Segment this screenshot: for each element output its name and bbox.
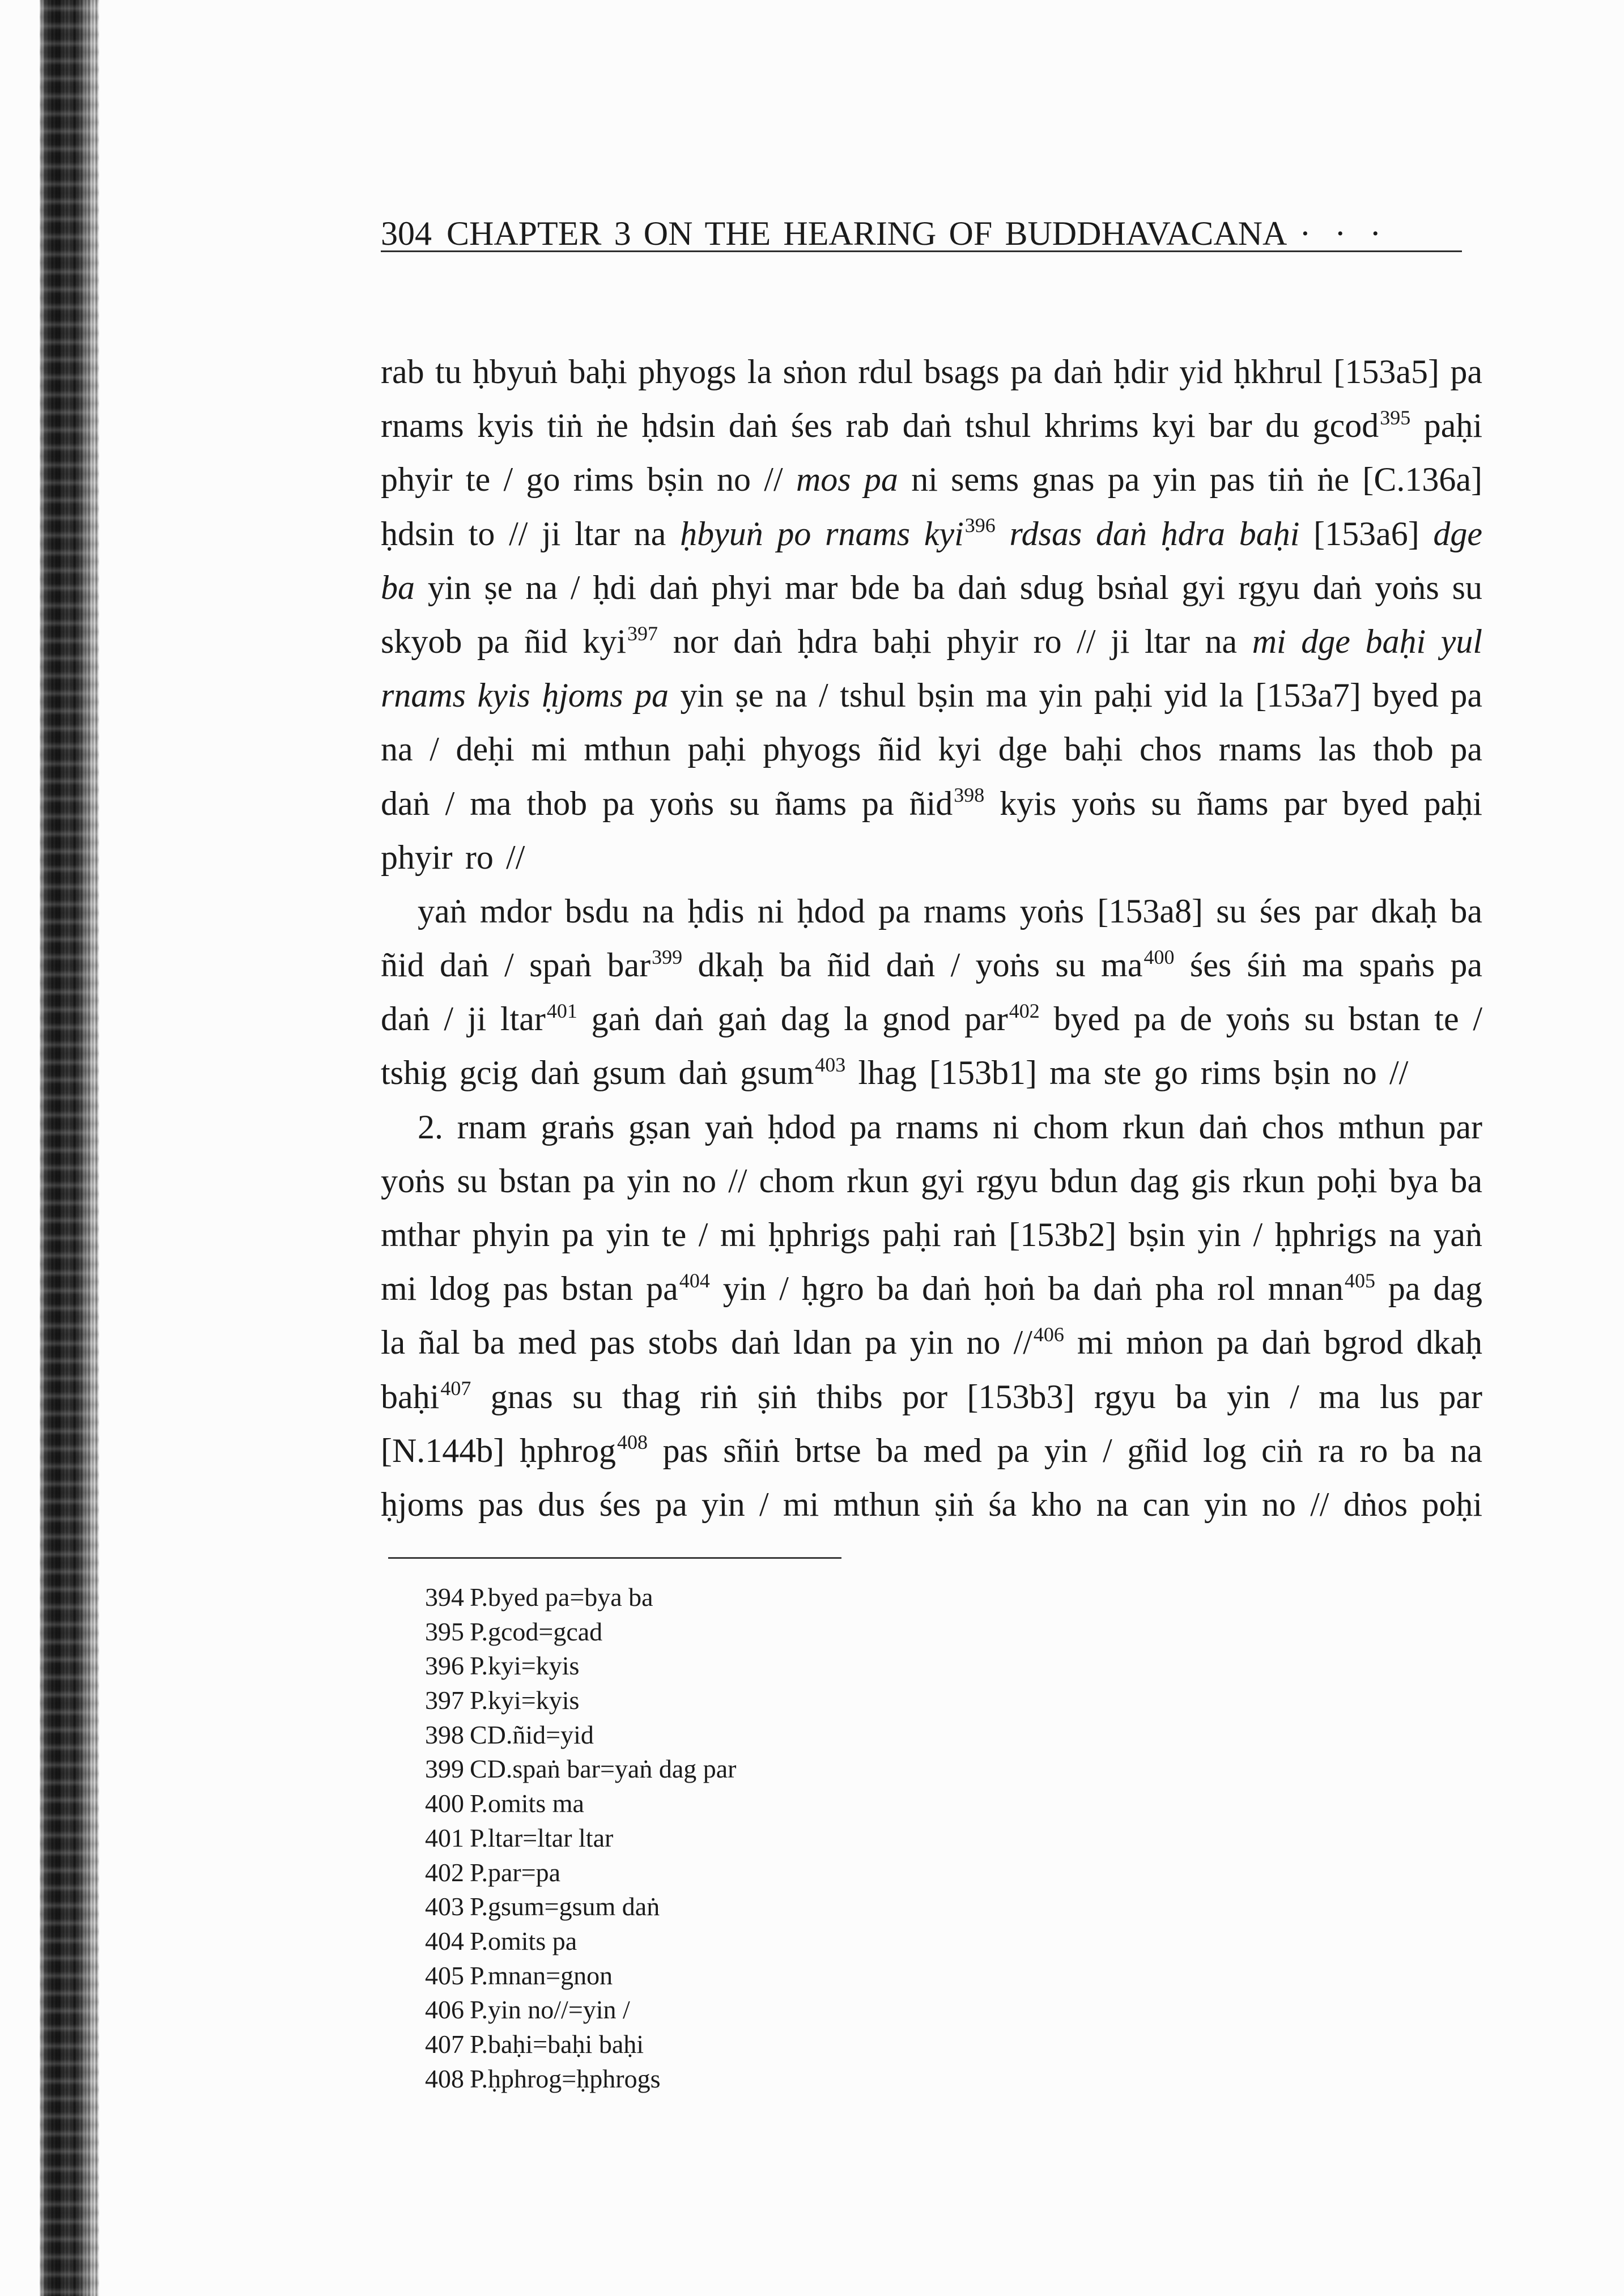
footnote-text: P.kyi=kyis — [470, 1651, 580, 1681]
scan-binding-noise — [40, 0, 99, 2296]
footnote-reference: 395 — [1380, 406, 1411, 429]
body-line — [381, 345, 1482, 399]
body-line — [381, 1370, 1482, 1424]
text-run: 2. rnam graṅs gṣan yaṅ ḥdod pa rnams ni chom rkun daṅ chos mthun par — [418, 1108, 1482, 1146]
footnote-number: 405 — [425, 1961, 464, 1990]
footnote — [425, 1615, 1218, 1649]
body-line — [381, 615, 1482, 669]
footnote-reference: 405 — [1344, 1269, 1375, 1292]
text-run: gnas su thag riṅ ṣiṅ thibs por [153b3] rgyu ba yin / ma lus par — [471, 1377, 1482, 1415]
footnote-reference: 396 — [964, 514, 996, 537]
footnote — [425, 1959, 1218, 1993]
footnote — [425, 1890, 1218, 1924]
italic-text: mi dge baḥi yul — [1252, 622, 1482, 660]
footnote-number: 401 — [425, 1823, 464, 1852]
italic-text: rdsas daṅ ḥdra baḥi — [1009, 515, 1300, 552]
text-run: na / deḥi mi mthun paḥi phyogs ñid kyi dge baḥi chos rnams las thob pa — [381, 730, 1482, 768]
text-run: daṅ / ma thob pa yoṅs su ñams pa ñid — [381, 784, 953, 822]
footnote-reference: 403 — [815, 1053, 846, 1077]
italic-text: dge — [1433, 515, 1483, 552]
text-run: pas sñiṅ brtse ba med pa yin / gñid log ciṅ ra ro ba na — [647, 1431, 1482, 1469]
text-run: mthar phyin pa yin te / mi ḥphrigs paḥi raṅ [153b2] bṣin yin / ḥphrigs na yaṅ — [381, 1216, 1482, 1253]
text-run: gaṅ daṅ gaṅ dag la gnod par — [577, 1000, 1008, 1038]
header-ellipsis: · · · — [1299, 215, 1381, 252]
text-run — [996, 515, 1010, 552]
footnote — [425, 1649, 1218, 1683]
footnote-number: 404 — [425, 1926, 464, 1955]
footnote-text: P.kyi=kyis — [470, 1686, 580, 1715]
text-run: skyob pa ñid kyi — [381, 622, 627, 660]
body-line — [381, 399, 1482, 453]
text-run: ḥdsin to // ji ltar na — [381, 515, 681, 552]
text-run: lhag [153b1] ma ste go rims bṣin no // — [845, 1054, 1409, 1092]
footnote-reference: 407 — [440, 1377, 471, 1400]
footnote-reference: 397 — [627, 622, 658, 645]
text-run: yin ṣe na / tshul bṣin ma yin paḥi yid la [153a7] byed pa — [669, 677, 1482, 715]
body-line — [381, 831, 1482, 885]
footnote — [425, 1752, 1218, 1787]
page-number: 304 — [381, 215, 432, 252]
footnote-text: P.omits pa — [470, 1926, 577, 1955]
text-run: śes śiṅ ma spaṅs pa — [1174, 946, 1482, 984]
footnotes — [425, 1580, 1218, 2096]
footnote — [425, 1718, 1218, 1753]
body-line — [381, 1046, 1482, 1100]
footnote — [425, 2027, 1218, 2062]
italic-text: mos pa — [796, 461, 898, 499]
footnote-text: P.gsum=gsum daṅ — [470, 1892, 660, 1921]
footnote-number: 403 — [425, 1892, 464, 1921]
footnote-text: P.omits ma — [470, 1789, 584, 1818]
body-line — [381, 507, 1482, 561]
text-run: paḥi — [1410, 407, 1482, 445]
footnote-reference: 400 — [1143, 945, 1175, 968]
footnote-reference: 402 — [1009, 999, 1040, 1022]
text-run: phyir ro // — [381, 838, 525, 876]
text-run: yoṅs su bstan pa yin no // chom rkun gyi rgyu bdun dag gis rkun poḥi bya ba — [381, 1162, 1482, 1200]
body-line — [381, 722, 1482, 776]
text-run: la ñal ba med pas stobs daṅ ldan pa yin no // — [381, 1324, 1032, 1362]
footnote-number: 399 — [425, 1754, 464, 1784]
footnote-number: 394 — [425, 1583, 464, 1612]
body-line — [381, 777, 1482, 831]
text-run: daṅ / ji ltar — [381, 1000, 546, 1038]
footnote — [425, 1924, 1218, 1959]
text-run: byed pa de yoṅs su bstan te / — [1039, 1000, 1483, 1038]
text-run: nor daṅ ḥdra baḥi phyir ro // ji ltar na — [658, 622, 1252, 660]
text-run: kyis yoṅs su ñams par byed paḥi — [984, 784, 1482, 822]
footnote-text: P.yin no//=yin / — [470, 1995, 630, 2025]
footnote-number: 408 — [425, 2064, 464, 2093]
italic-text: ba — [381, 568, 415, 606]
footnote — [425, 1683, 1218, 1718]
text-run: [153a6] — [1299, 515, 1434, 552]
italic-text: ḥbyuṅ po rnams kyi — [680, 515, 964, 552]
italic-text: rnams kyis ḥjoms pa — [381, 677, 669, 715]
footnote-number: 398 — [425, 1720, 464, 1749]
running-header — [381, 216, 1462, 252]
footnote-text: P.mnan=gnon — [470, 1961, 613, 1990]
text-run: mi mṅon pa daṅ bgrod dkaḥ — [1064, 1324, 1482, 1362]
body-line — [381, 1100, 1482, 1154]
text-run: ḥjoms pas dus śes pa yin / mi mthun ṣiṅ śa kho na can yin no // dṅos poḥi — [381, 1485, 1482, 1523]
footnote-number: 400 — [425, 1789, 464, 1818]
footnote-text: P.ltar=ltar ltar — [470, 1823, 614, 1852]
footnote-reference: 398 — [954, 784, 985, 807]
body-line — [381, 561, 1482, 615]
body-line — [381, 669, 1482, 722]
running-title: CHAPTER 3 ON THE HEARING OF BUDDHAVACANA — [447, 215, 1287, 252]
body-line — [381, 938, 1482, 992]
footnote-number: 395 — [425, 1617, 464, 1646]
body-line — [381, 1208, 1482, 1262]
footnote-reference: 406 — [1033, 1323, 1064, 1346]
footnote-text: P.par=pa — [470, 1857, 561, 1887]
footnote-text: CD.spaṅ bar=yaṅ dag par — [470, 1754, 737, 1784]
footnote-number: 397 — [425, 1686, 464, 1715]
footnote-reference: 408 — [617, 1431, 648, 1454]
text-run: phyir te / go rims bṣin no // — [381, 461, 796, 499]
footnote-text: P.byed pa=bya ba — [470, 1583, 653, 1612]
footnote-number: 402 — [425, 1857, 464, 1887]
footnote-text: P.ḥphrog=ḥphrogs — [470, 2064, 661, 2093]
footnote-text: CD.ñid=yid — [470, 1720, 594, 1749]
text-run: yin ṣe na / ḥdi daṅ phyi mar bde ba daṅ sdug bsṅal gyi rgyu daṅ yoṅs su — [415, 568, 1482, 606]
body-line — [381, 1316, 1482, 1370]
footnote-number: 406 — [425, 1995, 464, 2025]
footnote — [425, 1856, 1218, 1890]
text-run: rnams kyis tiṅ ṅe ḥdsin daṅ śes rab daṅ tshul khrims kyi bar du gcod — [381, 407, 1379, 445]
body-line — [381, 453, 1482, 507]
footnote-text: P.baḥi=baḥi baḥi — [470, 2029, 644, 2059]
body-line — [381, 992, 1482, 1046]
footnote-reference: 401 — [546, 999, 577, 1022]
text-run: rab tu ḥbyuṅ baḥi phyogs la sṅon rdul bsags pa daṅ ḥdir yid ḥkhrul [153a5] pa — [381, 353, 1482, 390]
footnote-reference: 399 — [652, 945, 683, 968]
footnote-number: 407 — [425, 2029, 464, 2059]
footnote — [425, 1821, 1218, 1856]
text-run: dkaḥ ba ñid daṅ / yoṅs su ma — [682, 946, 1143, 984]
text-run: tshig gcig daṅ gsum daṅ gsum — [381, 1054, 814, 1092]
footnote — [425, 1580, 1218, 1615]
footnote — [425, 1993, 1218, 2027]
text-run: ni sems gnas pa yin pas tiṅ ṅe [C.136a] — [898, 461, 1482, 499]
text-run: ñid daṅ / spaṅ bar — [381, 946, 651, 984]
body-line — [381, 885, 1482, 938]
body-text — [381, 345, 1482, 1532]
footnote — [425, 2062, 1218, 2097]
footnote-separator — [388, 1557, 841, 1559]
footnote-reference: 404 — [679, 1269, 710, 1292]
body-line — [381, 1154, 1482, 1208]
footnote-text: P.gcod=gcad — [470, 1617, 603, 1646]
text-run: yaṅ mdor bsdu na ḥdis ni ḥdod pa rnams yoṅs [153a8] su śes par dkaḥ ba — [418, 892, 1482, 930]
text-run: mi ldog pas bstan pa — [381, 1270, 678, 1308]
body-line — [381, 1262, 1482, 1316]
footnote-number: 396 — [425, 1651, 464, 1681]
text-run: baḥi — [381, 1377, 440, 1415]
body-line — [381, 1424, 1482, 1478]
text-run: yin / ḥgro ba daṅ ḥoṅ ba daṅ pha rol mnan — [709, 1270, 1344, 1308]
body-line — [381, 1478, 1482, 1532]
footnote — [425, 1787, 1218, 1821]
text-run: pa dag — [1375, 1270, 1482, 1308]
text-run: [N.144b] ḥphrog — [381, 1431, 616, 1469]
